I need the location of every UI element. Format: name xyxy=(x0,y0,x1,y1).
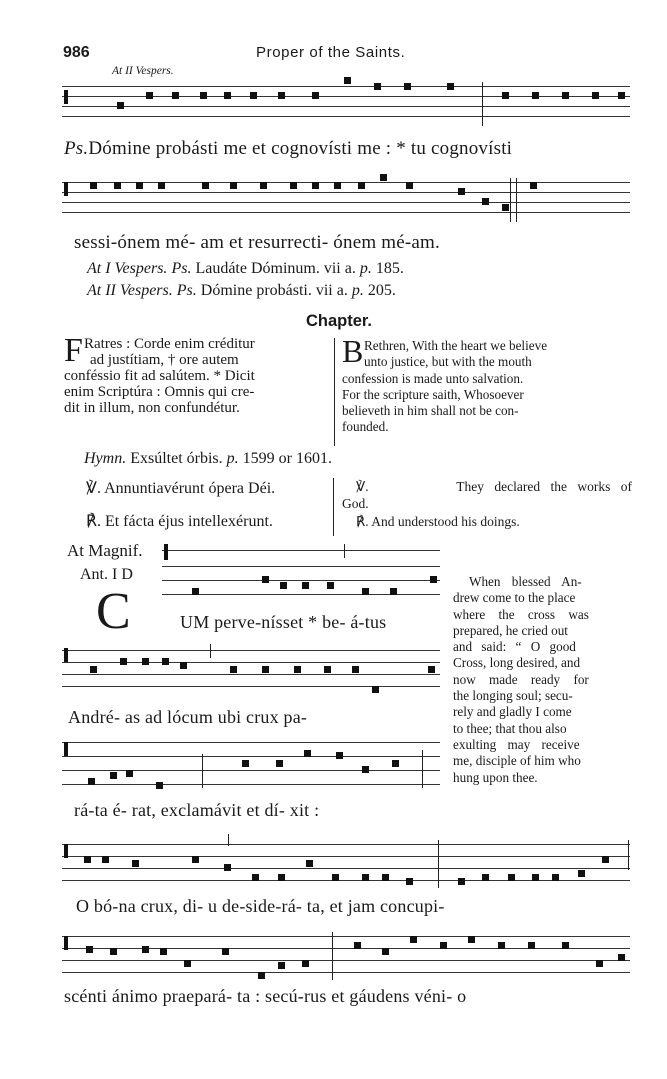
versicle-english-line-2: God. xyxy=(342,496,369,511)
chapter-heading: Chapter. xyxy=(306,312,373,330)
response-symbol: ℟. xyxy=(86,513,101,530)
chapter-divider xyxy=(334,338,335,446)
latin-line: dit in illum, non confundétur. xyxy=(64,400,240,416)
response-text: Et fácta éjus intellexérunt. xyxy=(104,513,273,530)
english-line: believeth in him shall not be con- xyxy=(342,403,519,419)
english-line: unto justice, but with the mouth xyxy=(364,354,532,370)
rubric-page: 185. xyxy=(375,260,404,277)
versicle-latin xyxy=(86,478,275,498)
english-line: confession is made unto salvation. xyxy=(342,370,524,386)
antiphon-translation xyxy=(453,574,631,786)
chapter-english xyxy=(342,333,632,436)
psalm-text-line-1 xyxy=(64,138,512,160)
translation-line: the longing soul; secu- xyxy=(453,688,573,704)
translation-line: and said: “ O good xyxy=(453,639,576,655)
rubric-first-vespers xyxy=(87,260,404,278)
hymn-pages: 1599 or 1601. xyxy=(242,450,332,467)
versicle-english-symbol: ℣. xyxy=(356,479,369,494)
psalm-abbrev: Ps. xyxy=(64,138,89,159)
translation-line: rely and gladly I come xyxy=(453,704,572,720)
antiphon-mode: Ant. I D xyxy=(80,566,133,583)
versicle-english xyxy=(356,478,632,495)
antiphon-line-3: rá-ta é- rat, exclamávit et dí- xit : xyxy=(74,800,320,820)
rubric-page: 205. xyxy=(367,282,396,299)
hymn-p: p. xyxy=(226,450,239,467)
rubric-p: p. xyxy=(351,282,364,299)
english-line: For the scripture saith, Whosoever xyxy=(342,386,524,402)
translation-line: Cross, long desired, and xyxy=(453,655,581,671)
antiphon-line-4: O bó-na crux, di- u de-side-rá- ta, et jam concupi- xyxy=(76,896,445,916)
rubric-ps: Ps. xyxy=(176,282,197,299)
antiphon-initial: C xyxy=(96,583,131,640)
versicle-text: Annuntiavérunt ópera Déi. xyxy=(104,480,276,497)
translation-line: me, disciple of him who xyxy=(453,753,581,769)
rubric-second-vespers xyxy=(87,282,396,300)
chapter-latin xyxy=(64,332,330,416)
latin-initial: F xyxy=(64,332,83,369)
response-latin xyxy=(86,511,273,531)
hymn-label: Hymn. xyxy=(84,450,127,467)
vespers-label: At II Vespers. xyxy=(112,65,174,77)
versicle-english-line-1 xyxy=(356,478,632,495)
antiphon-staff-c xyxy=(62,740,440,788)
rubric-ps: Ps. xyxy=(171,260,192,277)
antiphon-line-2: André- as ad lócum ubi crux pa- xyxy=(68,707,308,727)
rubric-office: At I Vespers. xyxy=(87,260,168,277)
response-english-symbol: ℟. xyxy=(356,514,369,529)
response-english xyxy=(356,514,520,530)
versicle-divider xyxy=(333,478,334,536)
running-title: Proper of the Saints. xyxy=(256,44,406,61)
c-clef xyxy=(64,90,68,104)
english-line: Rethren, With the heart we believe xyxy=(364,338,548,353)
latin-line: conféssio fit ad salútem. * Dicit xyxy=(64,368,255,384)
translation-line: hung upon thee. xyxy=(453,769,538,785)
antiphon-label xyxy=(80,566,133,584)
response-english-text: And understood his doings. xyxy=(371,514,520,529)
translation-line: prepared, he cried out xyxy=(453,622,568,638)
translation-line: now made ready for xyxy=(453,671,589,687)
page-number: 986 xyxy=(63,44,90,61)
rubric-text: Laudáte Dóminum. vii a. xyxy=(195,260,356,277)
english-initial: B xyxy=(342,333,364,369)
translation-line: to thee; that thou also xyxy=(453,720,567,736)
latin-line: Ratres : Corde enim créditur xyxy=(84,336,255,352)
versicle-english-text: They declared the works of xyxy=(456,479,632,494)
antiphon-line-1: UM perve-nísset * be- á-tus xyxy=(180,612,387,632)
psalm-text: Dómine probásti me et cognovísti me : * tu cognovísti xyxy=(88,138,513,159)
translation-line: drew come to the place xyxy=(453,590,576,606)
antiphon-line-5: scénti ánimo praepará- ta : secú-rus et gáudens véni- o xyxy=(64,986,467,1006)
antiphon-staff-e xyxy=(62,932,630,980)
psalm-text-line-2: sessi-ónem mé- am et resurrecti- ónem mé-am. xyxy=(74,232,440,253)
rubric-office: At II Vespers. xyxy=(87,282,173,299)
chant-staff-1 xyxy=(62,82,630,126)
english-line: founded. xyxy=(342,419,389,435)
chant-staff-2 xyxy=(62,178,630,222)
hymn-text: Exsúltet órbis. xyxy=(130,450,223,467)
antiphon-staff-d xyxy=(62,840,630,888)
translation-line: exulting may receive xyxy=(453,736,580,752)
rubric-p: p. xyxy=(359,260,372,277)
antiphon-staff-b xyxy=(62,648,440,692)
antiphon-staff-a xyxy=(162,548,440,608)
magnificat-label: At Magnif. xyxy=(67,541,143,560)
latin-line: enim Scriptúra : Omnis qui cre- xyxy=(64,384,255,400)
translation-line: where the cross was xyxy=(453,606,589,622)
rubric-text: Dómine probásti. vii a. xyxy=(200,282,348,299)
latin-line: ad justítiam, † ore autem xyxy=(90,352,239,368)
translation-line: When blessed An- xyxy=(469,574,582,589)
versicle-symbol: ℣. xyxy=(86,480,101,497)
hymn-line xyxy=(84,450,332,468)
